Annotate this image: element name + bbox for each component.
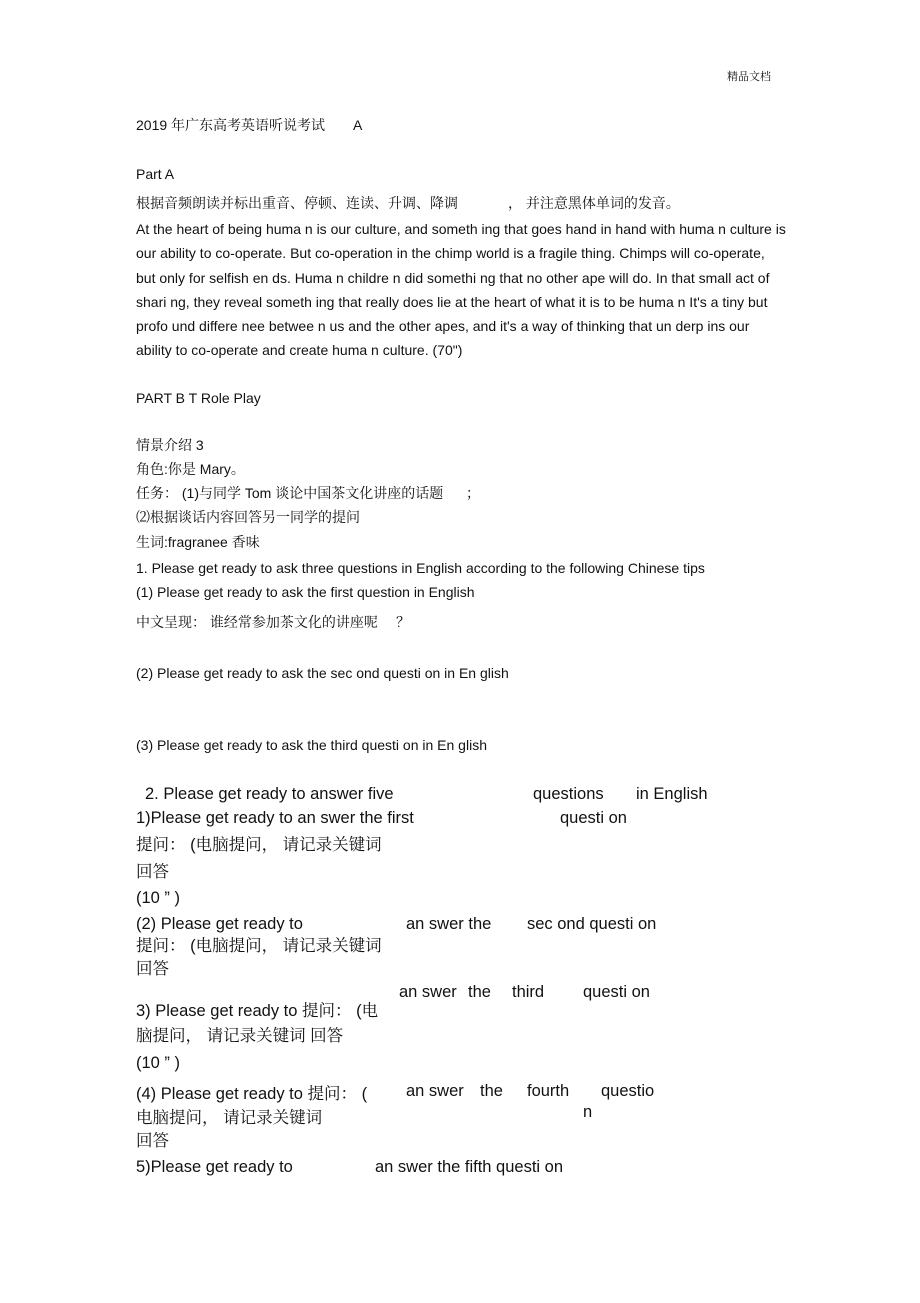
section-2-intro: 2. Please get ready to answer five xyxy=(145,785,394,803)
question-1-1-chinese: 中文呈现： 谁经常参加茶文化的讲座呢 xyxy=(136,614,378,630)
answer-2-prompt: 提问： (电脑提问， 请记录关键词 xyxy=(136,937,382,955)
part-a-instruction-end: ， 并注意黑体单词的发音。 xyxy=(508,195,680,211)
question-1-3: (3) Please get ready to ask the third questi on in En glish xyxy=(136,737,487,753)
answer-5-instruction: 5)Please get ready to xyxy=(136,1158,293,1176)
part-a-passage: At the heart of being huma n is our culture, and someth ing that goes hand in hand with huma n culture is our ability to co-operate. But co-operation in the chimp world is a fragile thing. Chimps will co-operate, but only for selfish en ds. Huma n childre n did somethi ng that no other ape will do. In that small act of shari ng, they reveal someth ing that really does lie at the heart of what it is to be huma n It's a tiny but profo und differe nee betwee n us and the other apes, and it's a way of thinking that un derp ins our ability to co-operate and create huma n culture. (70") xyxy=(136,221,786,359)
scene-label: 情景介绍 3 xyxy=(136,437,204,453)
task-1-end: ； xyxy=(466,485,480,501)
question-1-1-mark: ？ xyxy=(396,614,410,630)
answer-3-word-question: questi on xyxy=(583,983,650,1001)
section-2-intro-questions: questions xyxy=(533,785,604,803)
role-label: 角色:你是 Mary。 xyxy=(136,461,245,477)
answer-3-word-third: third xyxy=(512,983,545,1001)
answer-4-prompt: 电脑提问， 请记录关键词 xyxy=(136,1109,323,1127)
question-1-1: (1) Please get ready to ask the first question in English xyxy=(136,584,475,600)
task-2: ⑵根据谈话内容回答另一同学的提问 xyxy=(136,509,360,525)
part-b-heading: PART B T Role Play xyxy=(136,390,261,406)
answer-4-word-answer: an swer xyxy=(406,1082,464,1100)
answer-3-prompt: 脑提问， 请记录关键词 回答 xyxy=(136,1027,344,1045)
answer-1-instruction: 1)Please get ready to an swer the first xyxy=(136,809,414,827)
answer-3-word-the: the xyxy=(468,983,491,1001)
vocab-label: 生词:fragranee 香味 xyxy=(136,534,260,550)
answer-4-word-the: the xyxy=(480,1082,503,1100)
answer-1-answer: 回答 xyxy=(136,863,169,881)
question-1-2: (2) Please get ready to ask the sec ond questi on in En glish xyxy=(136,665,509,681)
answer-2-question: sec ond questi on xyxy=(527,915,657,933)
page-title-suffix: A xyxy=(353,117,363,133)
answer-3-time: (10 ” ) xyxy=(136,1054,181,1072)
question-1-intro: 1. Please get ready to ask three questions in English according to the following Chinese tips xyxy=(136,560,705,576)
answer-4-word-question-end: n xyxy=(583,1103,593,1121)
header-tag: 精品文档 xyxy=(727,71,771,83)
answer-4-instruction: (4) Please get ready to 提问： ( xyxy=(136,1085,368,1103)
answer-1-time: (10 ” ) xyxy=(136,889,181,907)
answer-4-word-fourth: fourth xyxy=(527,1082,570,1100)
page-title: 2019 年广东高考英语听说考试 xyxy=(136,117,326,133)
part-a-heading: Part A xyxy=(136,166,175,182)
task-1: 任务： (1)与同学 Tom 谈论中国茶文化讲座的话题 xyxy=(136,485,444,501)
part-a-instruction: 根据音频朗读并标出重音、停顿、连读、升调、降调 xyxy=(136,195,458,211)
answer-3-word-answer: an swer xyxy=(399,983,457,1001)
answer-4-word-question: questio xyxy=(601,1082,655,1100)
answer-4-answer: 回答 xyxy=(136,1132,169,1150)
answer-3-instruction: 3) Please get ready to 提问： (电 xyxy=(136,1002,379,1020)
answer-1-prompt: 提问： (电脑提问， 请记录关键词 xyxy=(136,836,382,854)
answer-2-answer: 回答 xyxy=(136,960,169,978)
answer-2-answer-the: an swer the xyxy=(406,915,492,933)
answer-1-question: questi on xyxy=(560,809,627,827)
answer-2-instruction: (2) Please get ready to xyxy=(136,915,303,933)
section-2-intro-english: in English xyxy=(636,785,708,803)
answer-5-question: an swer the fifth questi on xyxy=(375,1158,564,1176)
